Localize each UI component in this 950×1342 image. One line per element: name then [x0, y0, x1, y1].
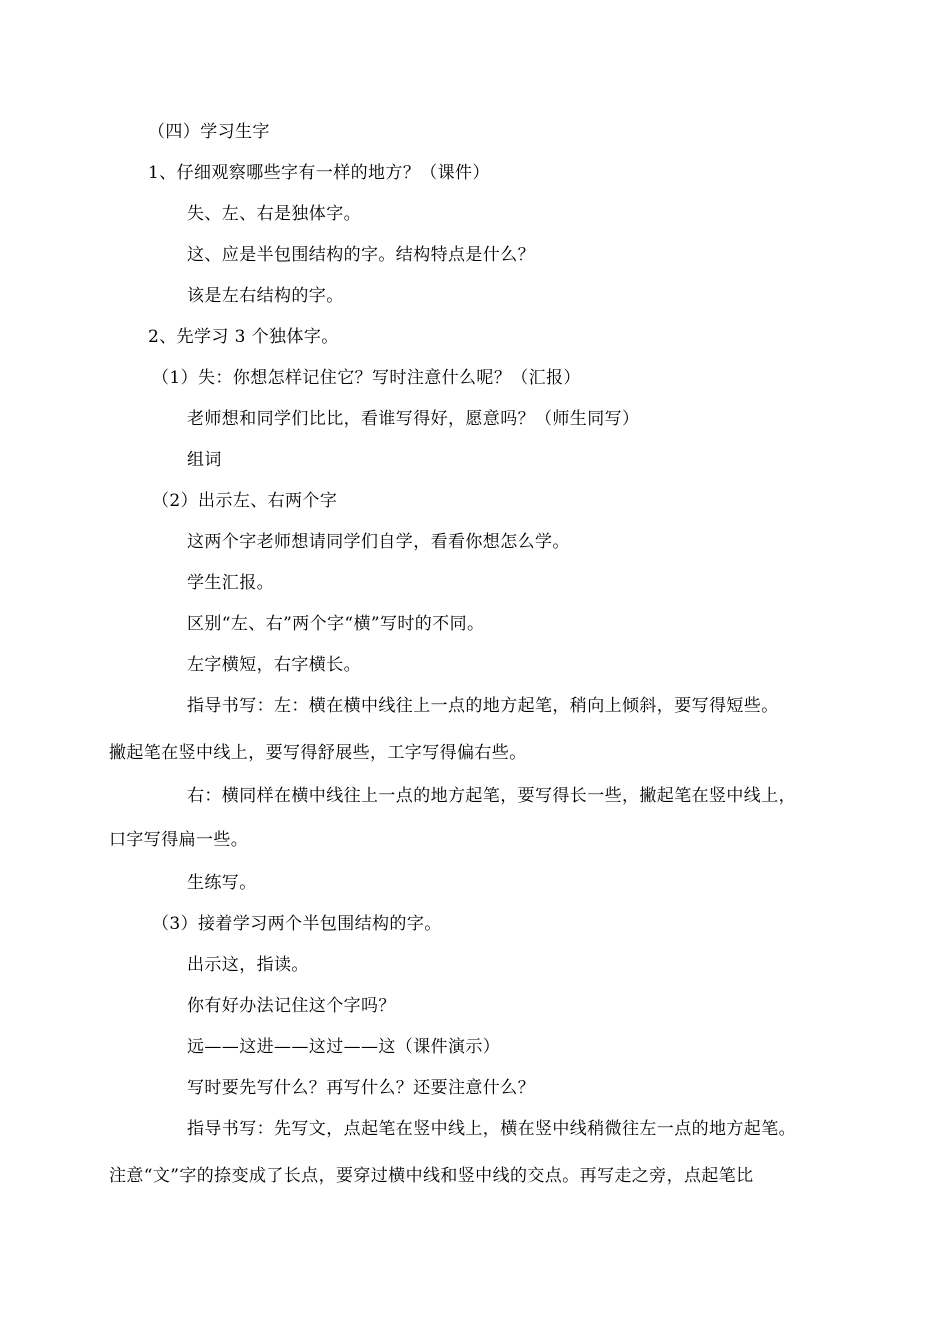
paragraph-line: 远——这进——这过——这（课件演示）: [187, 1037, 501, 1057]
paragraph-line: 指导书写：先写文，点起笔在竖中线上，横在竖中线稍微往左一点的地方起笔。: [187, 1119, 796, 1139]
paragraph-line: 该是左右结构的字。: [187, 286, 344, 306]
paragraph-line: 2、先学习 3 个独体字。: [148, 327, 339, 347]
paragraph-line: 你有好办法记住这个字吗？: [187, 996, 396, 1016]
paragraph-line: 区别“左、右”两个字“横”写时的不同。: [187, 614, 485, 634]
paragraph-line: 口字写得扁一些。: [109, 830, 249, 850]
paragraph-line: 撇起笔在竖中线上，要写得舒展些，工字写得偏右些。: [109, 743, 527, 763]
paragraph-line: 学生汇报。: [187, 573, 274, 593]
paragraph-line: 生练写。: [187, 873, 257, 893]
paragraph-line: 注意“文”字的捺变成了长点，要穿过横中线和竖中线的交点。再写走之旁，点起笔比: [109, 1166, 754, 1186]
paragraph-line: 组词: [187, 450, 222, 470]
paragraph-line: 出示这，指读。: [187, 955, 309, 975]
paragraph-line: 失、左、右是独体字。: [187, 204, 361, 224]
paragraph-line: 老师想和同学们比比，看谁写得好，愿意吗？（师生同写）: [187, 409, 640, 429]
paragraph-line: （3）接着学习两个半包围结构的字。: [152, 914, 442, 934]
section-heading: （四）学习生字: [148, 122, 270, 142]
paragraph-line: 1、仔细观察哪些字有一样的地方？（课件）: [148, 163, 490, 183]
paragraph-line: 指导书写：左：横在横中线往上一点的地方起笔，稍向上倾斜，要写得短些。: [187, 696, 779, 716]
paragraph-line: 左字横短，右字横长。: [187, 655, 361, 675]
paragraph-line: 这两个字老师想请同学们自学，看看你想怎么学。: [187, 532, 570, 552]
paragraph-line: 这、应是半包围结构的字。结构特点是什么？: [187, 245, 535, 265]
paragraph-line: （2）出示左、右两个字: [152, 491, 338, 511]
paragraph-line: 右：横同样在横中线往上一点的地方起笔，要写得长一些，撇起笔在竖中线上，: [187, 786, 796, 806]
paragraph-line: （1）失：你想怎样记住它？写时注意什么呢？（汇报）: [152, 368, 581, 388]
paragraph-line: 写时要先写什么？再写什么？还要注意什么？: [187, 1078, 535, 1098]
